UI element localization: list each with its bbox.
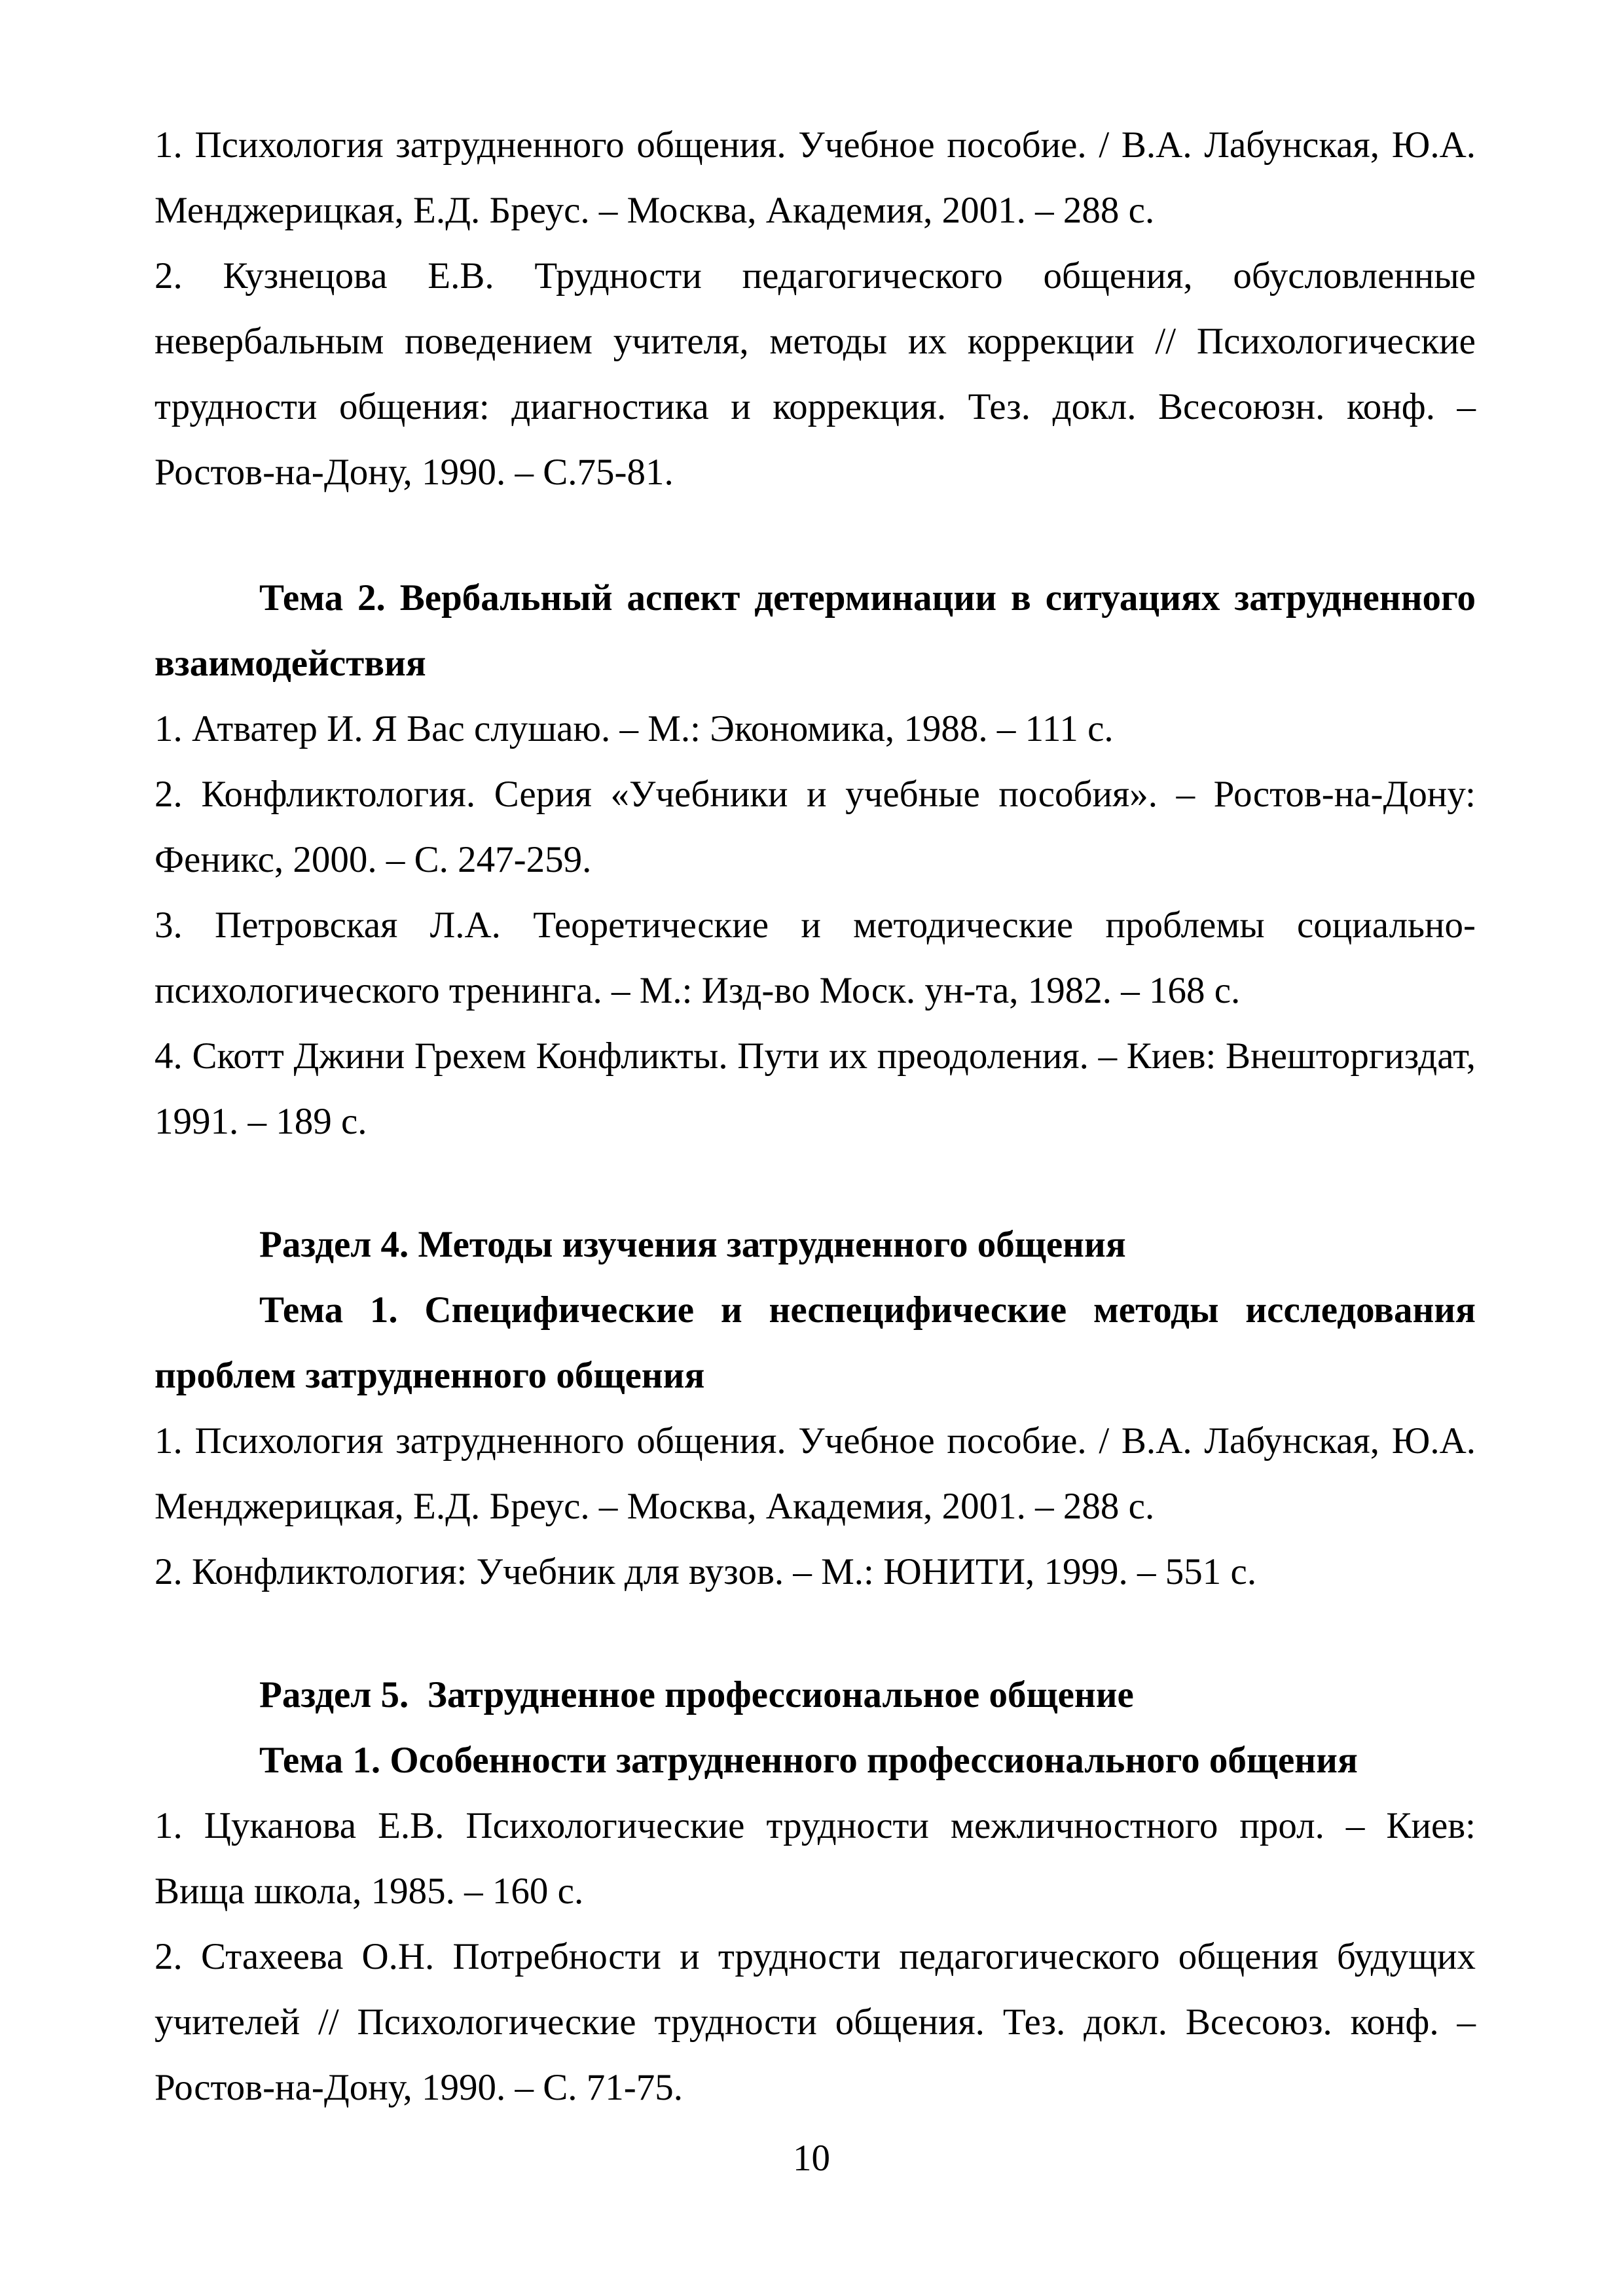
spacer	[155, 505, 1476, 565]
page-body	[155, 113, 1476, 2121]
reference-item: 2. Стахеева О.Н. Потребности и трудности педагогического общения будущих учителей // Психологические трудности общения. Тез. докл. Всесоюз. конф. – Ростов-на-Дону, 1990. – С. 71-75.	[155, 1936, 1476, 2108]
section-heading: Раздел 4. Методы изучения затрудненного общения	[259, 1224, 1126, 1265]
reference-item: 2. Конфликтология. Серия «Учебники и учебные пособия». – Ростов-на-Дону: Феникс, 2000. – С. 247-259.	[155, 774, 1476, 880]
reference-item: 1. Атватер И. Я Вас слушаю. – М.: Экономика, 1988. – 111 с.	[155, 708, 1114, 749]
topic-heading: Тема 1. Специфические и неспецифические методы исследования проблем затрудненного общения	[155, 1289, 1476, 1396]
section-heading: Раздел 5. Затрудненное профессиональное общение	[259, 1674, 1134, 1715]
page-number: 10	[793, 2138, 830, 2179]
spacer	[155, 1155, 1476, 1212]
reference-item: 3. Петровская Л.А. Теоретические и методические проблемы социально-психологического тренинга. – М.: Изд-во Моск. ун-та, 1982. – 168 с.	[155, 905, 1476, 1011]
reference-item: 4. Скотт Джини Грехем Конфликты. Пути их преодоления. – Киев: Внешторгиздат, 1991. – 189 с.	[155, 1035, 1476, 1142]
spacer	[155, 1605, 1476, 1662]
reference-item: 1. Цуканова Е.В. Психологические трудности межличностного прол. – Киев: Вища школа, 1985. – 160 с.	[155, 1805, 1476, 1912]
reference-item: 1. Психология затрудненного общения. Учебное пособие. / В.А. Лабунская, Ю.А. Менджерицкая, Е.Д. Бреус. – Москва, Академия, 2001. – 288 с.	[155, 124, 1476, 231]
reference-item: 2. Кузнецова Е.В. Трудности педагогического общения, обусловленные невербальным поведением учителя, методы их коррекции // Психологические трудности общения: диагностика и коррекция. Тез. докл. Всесоюзн. конф. – Ростов-на-Дону, 1990. – С.75-81.	[155, 255, 1476, 493]
topic-heading: Тема 2. Вербальный аспект детерминации в ситуациях затрудненного взаимодействия	[155, 577, 1476, 684]
reference-item: 1. Психология затрудненного общения. Учебное пособие. / В.А. Лабунская, Ю.А. Менджерицкая, Е.Д. Бреус. – Москва, Академия, 2001. – 288 с.	[155, 1420, 1476, 1527]
topic-heading: Тема 1. Особенности затрудненного профессионального общения	[259, 1740, 1358, 1781]
reference-item: 2. Конфликтология: Учебник для вузов. – М.: ЮНИТИ, 1999. – 551 с.	[155, 1551, 1257, 1592]
